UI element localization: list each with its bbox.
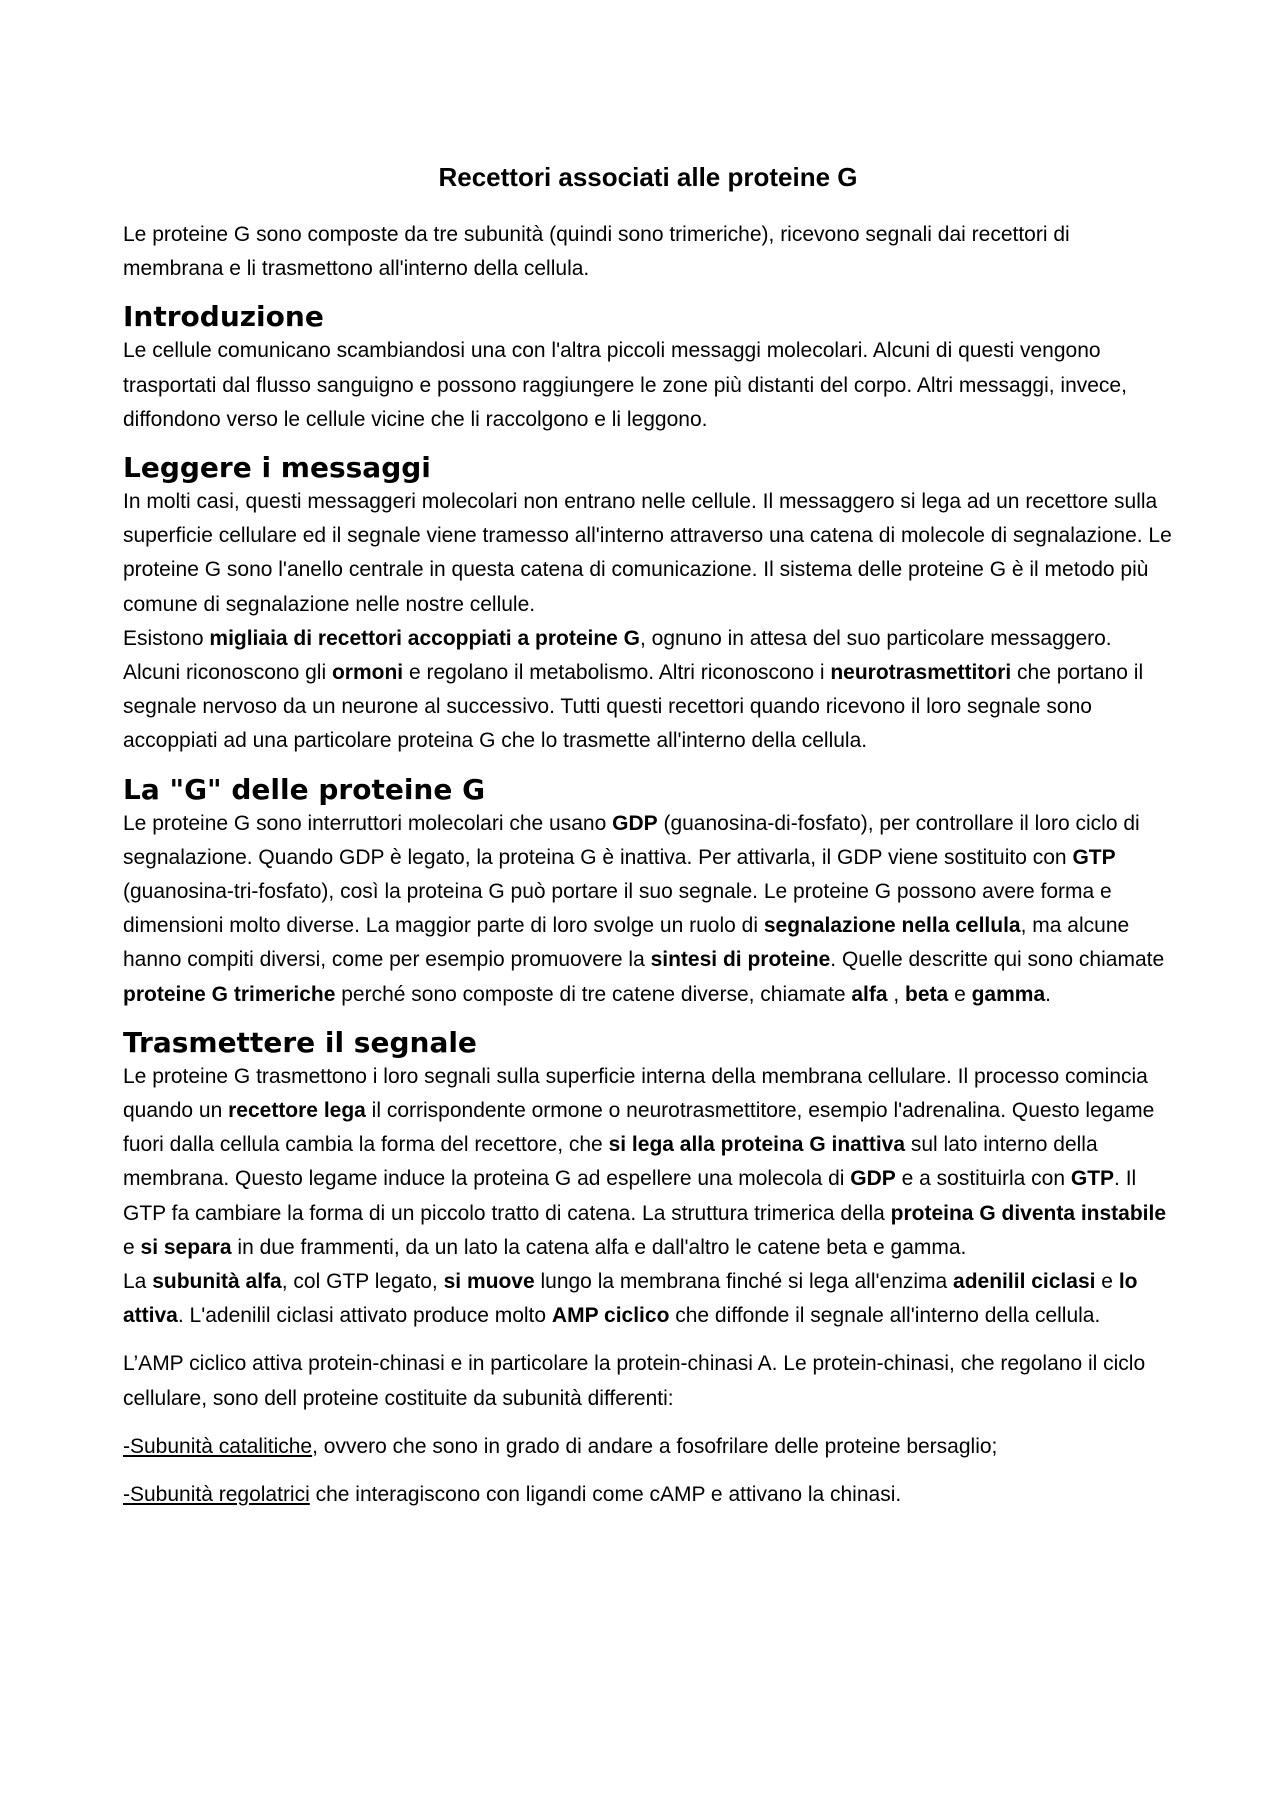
bold-text: GDP (612, 811, 658, 835)
text-run: , col GTP legato, (281, 1270, 444, 1294)
text-run: . (1045, 982, 1051, 1006)
bold-text: proteina G diventa instabile (890, 1201, 1167, 1225)
text-run: , ognuno in attesa del suo particolare messaggero. Alcuni riconoscono gli (123, 626, 1112, 685)
heading-leggere-messaggi: Leggere i messaggi (123, 451, 431, 485)
text-run: e (948, 982, 972, 1006)
bold-text: adenilil ciclasi (953, 1270, 1096, 1294)
bold-text: si lega alla proteina G inattiva (608, 1133, 906, 1157)
bold-text: segnalazione nella cellula (763, 914, 1021, 938)
text-run: il corrispondente ormone o neurotrasmettitore, esempio l'adrenalina. Questo legame fuori dalla cellula cambia la forma del recettore, che (123, 1099, 1155, 1157)
paragraph-introduzione: Le cellule comunicano scambiandosi una con l'altra piccoli messaggi molecolari. Alcuni di questi vengono trasportati dal flusso sanguigno e possono raggiungere le zone più distanti del corpo. Altri messaggi, invece, diffondono verso le cellule vicine che li raccolgono e li leggono. (123, 339, 1127, 431)
paragraph-leggere-1: In molti casi, questi messaggeri molecolari non entrano nelle cellule. Il messaggero si lega ad un recettore sulla superficie cellulare ed il segnale viene tramesso all'interno attraverso una catena di molecole di segnalazione. Le proteine G sono l'anello centrale in questa catena di comunicazione. Il sistema delle proteine G è il metodo più comune di segnalazione nelle nostre cellule. (123, 490, 1172, 616)
bold-text: sintesi di proteine (650, 948, 831, 972)
bold-text: GTP (1072, 845, 1116, 869)
text-run: e (123, 1235, 141, 1259)
heading-trasmettere: Trasmettere il segnale (123, 1025, 477, 1059)
bold-text: migliaia di recettori accoppiati a proteine G (209, 626, 641, 650)
bold-text: si muove (443, 1270, 535, 1294)
text-run: che interagiscono con ligandi come cAMP e attivano la chinasi. (309, 1483, 902, 1507)
text-run: perché sono composte di tre catene diverse, chiamate (335, 982, 852, 1006)
text-run: (guanosina-tri-fosfato), così la proteina G può portare il suo segnale. Le proteine G possono avere forma e dimensioni molto diverse. La maggior parte di loro svolge un ruolo di (123, 880, 1112, 938)
document-title: Recettori associati alle proteine G (438, 162, 858, 192)
paragraph-amp-ciclico: L’AMP ciclico attiva protein-chinasi e in particolare la protein-chinasi A. Le protein-chinasi, che regolano il ciclo cellulare, sono dell proteine costituite da subunità differenti: (123, 1352, 1146, 1410)
bold-text: beta (905, 982, 949, 1006)
text-run: che diffonde il segnale all'interno della cellula. (669, 1304, 1101, 1328)
heading-la-g: La "G" delle proteine G (123, 772, 486, 806)
document-page (123, 138, 1173, 1526)
text-run: . Il GTP fa cambiare la forma di un piccolo tratto di catena. La struttura trimerica della (123, 1167, 1137, 1225)
intro-paragraph: Le proteine G sono composte da tre subunità (quindi sono trimeriche), ricevono segnali dai recettori di membrana e li trasmettono all'interno della cellula. (123, 223, 1070, 281)
text-run: , ovvero che sono in grado di andare a fosofrilare delle proteine bersaglio; (312, 1434, 998, 1458)
text-run: Esistono (123, 626, 210, 650)
underlined-text: -Subunità regolatrici (123, 1483, 310, 1507)
paragraph-trasmettere-1 (123, 1060, 1173, 1265)
text-run: Le proteine G sono interruttori molecolari che usano (123, 811, 613, 835)
list-item-catalitiche (123, 1430, 1173, 1464)
text-run: lungo la membrana finché si lega all'enzima (534, 1270, 954, 1294)
text-run: , (887, 982, 906, 1006)
text-run: (guanosina-di-fosfato), per controllare il loro ciclo di segnalazione. Quando GDP è legato, la proteina G è inattiva. Per attivarla, il GDP viene sostituito con (123, 811, 1140, 869)
bold-text: si separa (140, 1235, 232, 1259)
text-run: La (123, 1270, 153, 1294)
text-run: e a sostituirla con (895, 1167, 1071, 1191)
text-run: . Quelle descritte qui sono chiamate (830, 948, 1165, 972)
bold-text: alfa (851, 982, 888, 1006)
bold-text: lo attiva (123, 1270, 1138, 1328)
heading-introduzione: Introduzione (123, 300, 324, 334)
text-run: che portano il segnale nervoso da un neurone al successivo. Tutti questi recettori quando ricevono il loro segnale sono accoppiati ad una particolare proteina G che lo trasmette all'interno della cellula. (123, 661, 1144, 753)
bold-text: proteine G trimeriche (123, 982, 336, 1006)
text-run: sul lato interno della membrana. Questo legame induce la proteina G ad espellere una molecola di (123, 1133, 1098, 1191)
bold-text: neurotrasmettitori (830, 661, 1012, 685)
text-run: . L'adenilil ciclasi attivato produce molto (177, 1304, 552, 1328)
bold-text: GTP (1070, 1167, 1115, 1191)
paragraph-trasmettere-2 (123, 1265, 1173, 1333)
text-run: Le proteine G trasmettono i loro segnali sulla superficie interna della membrana cellulare. Il processo comincia quando un (123, 1064, 1148, 1123)
bold-text: gamma (971, 982, 1046, 1006)
bold-text: AMP ciclico (551, 1304, 670, 1328)
text-run: e (1095, 1270, 1119, 1294)
bold-text: recettore lega (228, 1099, 366, 1123)
bold-text: ormoni (331, 661, 404, 685)
text-run: e regolano il metabolismo. Altri riconoscono i (403, 661, 831, 685)
bold-text: GDP (850, 1167, 896, 1191)
paragraph-leggere-2 (123, 622, 1173, 759)
text-run: , ma alcune hanno compiti diversi, come per esempio promuovere la (123, 914, 1130, 972)
paragraph-la-g (123, 807, 1173, 1012)
list-item-regolatrici (123, 1478, 1173, 1512)
bold-text: subunità alfa (152, 1270, 282, 1294)
underlined-text: -Subunità catalitiche (123, 1434, 313, 1458)
text-run: in due frammenti, da un lato la catena alfa e dall'altro le catene beta e gamma. (231, 1235, 967, 1259)
